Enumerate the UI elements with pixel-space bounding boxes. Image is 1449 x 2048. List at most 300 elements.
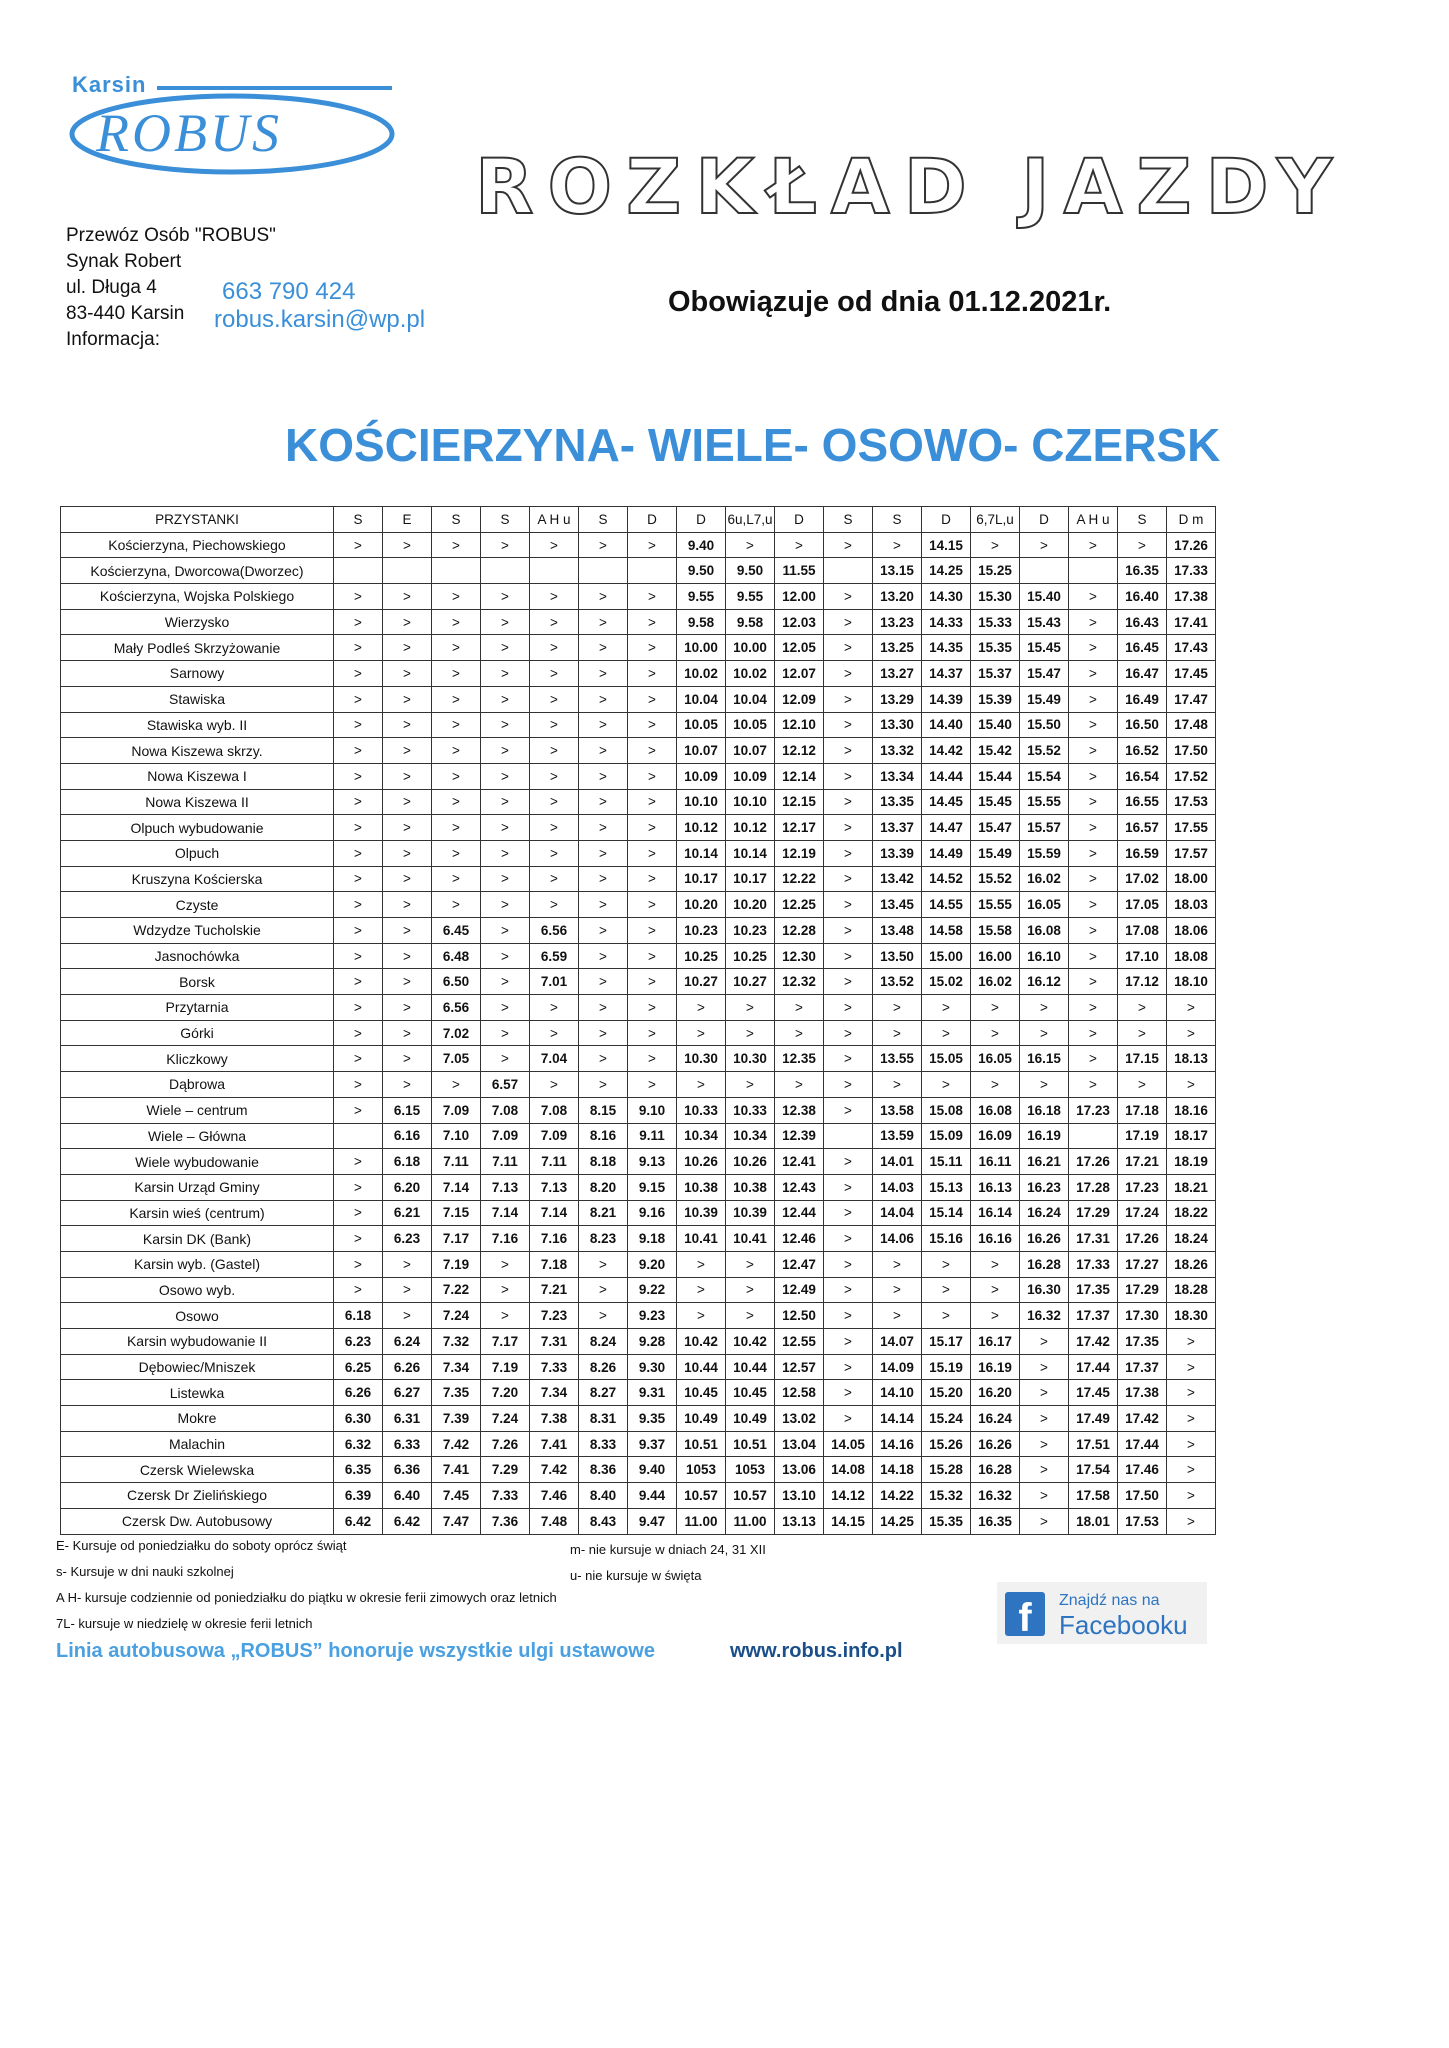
departure-time: > xyxy=(1069,969,1118,995)
departure-time: 15.08 xyxy=(922,1097,971,1123)
departure-time: 15.44 xyxy=(971,763,1020,789)
departure-time xyxy=(628,558,677,584)
departure-time: > xyxy=(873,1251,922,1277)
departure-time: 7.36 xyxy=(481,1508,530,1534)
departure-time: 10.09 xyxy=(677,763,726,789)
departure-time: > xyxy=(775,1072,824,1098)
departure-time: 10.25 xyxy=(677,943,726,969)
departure-time: > xyxy=(1118,995,1167,1021)
departure-time: > xyxy=(824,763,873,789)
departure-time: 8.15 xyxy=(579,1097,628,1123)
departure-time: 15.11 xyxy=(922,1149,971,1175)
note-m: m- nie kursuje w dniach 24, 31 XII xyxy=(570,1542,766,1557)
departure-time: 13.20 xyxy=(873,584,922,610)
departure-time: > xyxy=(824,840,873,866)
departure-time: > xyxy=(1167,1354,1216,1380)
departure-time: 14.47 xyxy=(922,815,971,841)
departure-time: > xyxy=(726,1020,775,1046)
departure-time: 13.42 xyxy=(873,866,922,892)
departure-time: > xyxy=(383,789,432,815)
departure-time: > xyxy=(1069,532,1118,558)
departure-time: > xyxy=(383,1251,432,1277)
facebook-badge[interactable] xyxy=(997,1582,1207,1644)
departure-time: 9.35 xyxy=(628,1406,677,1432)
departure-time: 15.43 xyxy=(1020,609,1069,635)
departure-time: > xyxy=(383,635,432,661)
departure-time: > xyxy=(1069,815,1118,841)
departure-time: > xyxy=(579,1072,628,1098)
departure-time: 12.19 xyxy=(775,840,824,866)
departure-time xyxy=(334,558,383,584)
departure-time: 9.55 xyxy=(677,584,726,610)
stop-name: Nowa Kiszewa II xyxy=(61,789,334,815)
departure-time: > xyxy=(1069,1046,1118,1072)
departure-time: 10.57 xyxy=(726,1483,775,1509)
table-row xyxy=(61,1277,1216,1303)
departure-time: 8.43 xyxy=(579,1508,628,1534)
departure-time: 16.20 xyxy=(971,1380,1020,1406)
departure-time: 13.06 xyxy=(775,1457,824,1483)
departure-time: 15.16 xyxy=(922,1226,971,1252)
table-row xyxy=(61,969,1216,995)
departure-time: > xyxy=(334,1149,383,1175)
departure-time: 10.20 xyxy=(726,892,775,918)
departure-time: > xyxy=(628,661,677,687)
departure-time: 6.42 xyxy=(383,1508,432,1534)
departure-time: 7.31 xyxy=(530,1329,579,1355)
departure-time: > xyxy=(334,1277,383,1303)
stop-name: Osowo xyxy=(61,1303,334,1329)
departure-time: > xyxy=(481,609,530,635)
stop-name: Przytarnia xyxy=(61,995,334,1021)
table-row xyxy=(61,584,1216,610)
departure-time: > xyxy=(579,1277,628,1303)
stop-name: Kościerzyna, Wojska Polskiego xyxy=(61,584,334,610)
departure-time: > xyxy=(481,995,530,1021)
departure-time: 8.24 xyxy=(579,1329,628,1355)
departure-time: 10.17 xyxy=(677,866,726,892)
departure-time: 15.19 xyxy=(922,1354,971,1380)
departure-time: > xyxy=(1020,1380,1069,1406)
departure-time: > xyxy=(726,1251,775,1277)
departure-time: > xyxy=(334,1200,383,1226)
departure-time: > xyxy=(1020,1406,1069,1432)
departure-time: 18.08 xyxy=(1167,943,1216,969)
departure-time: 12.47 xyxy=(775,1251,824,1277)
departure-time: 16.14 xyxy=(971,1200,1020,1226)
departure-time: 14.45 xyxy=(922,789,971,815)
departure-time: 6.32 xyxy=(334,1431,383,1457)
departure-time: 15.02 xyxy=(922,969,971,995)
departure-time: > xyxy=(481,661,530,687)
departure-time: > xyxy=(824,1277,873,1303)
departure-time: > xyxy=(922,1072,971,1098)
departure-time: > xyxy=(383,1046,432,1072)
departure-time: 6.45 xyxy=(432,918,481,944)
departure-time: 16.49 xyxy=(1118,686,1167,712)
table-row xyxy=(61,1483,1216,1509)
departure-time: > xyxy=(383,866,432,892)
departure-time: 10.51 xyxy=(677,1431,726,1457)
departure-time: 16.23 xyxy=(1020,1174,1069,1200)
departure-time: 6.56 xyxy=(530,918,579,944)
departure-time: > xyxy=(628,995,677,1021)
departure-time: 17.50 xyxy=(1167,738,1216,764)
departure-time: > xyxy=(971,1072,1020,1098)
departure-time: 10.05 xyxy=(677,712,726,738)
departure-time: 13.59 xyxy=(873,1123,922,1149)
departure-time: 10.34 xyxy=(726,1123,775,1149)
departure-time: 10.38 xyxy=(726,1174,775,1200)
departure-time: 6.33 xyxy=(383,1431,432,1457)
departure-time: 6.57 xyxy=(481,1072,530,1098)
departure-time: > xyxy=(677,1303,726,1329)
departure-time: 16.32 xyxy=(1020,1303,1069,1329)
departure-time: 16.35 xyxy=(1118,558,1167,584)
departure-time: 17.29 xyxy=(1118,1277,1167,1303)
departure-time: > xyxy=(824,609,873,635)
departure-time: 10.39 xyxy=(677,1200,726,1226)
departure-time: 15.00 xyxy=(922,943,971,969)
departure-time: 6.36 xyxy=(383,1457,432,1483)
departure-time: > xyxy=(824,712,873,738)
departure-time: 16.15 xyxy=(1020,1046,1069,1072)
departure-time: 17.49 xyxy=(1069,1406,1118,1432)
departure-time: 7.01 xyxy=(530,969,579,995)
departure-time: 15.14 xyxy=(922,1200,971,1226)
departure-time: > xyxy=(1069,763,1118,789)
departure-time: 18.19 xyxy=(1167,1149,1216,1175)
stop-name: Olpuch wybudowanie xyxy=(61,815,334,841)
departure-time: 16.24 xyxy=(971,1406,1020,1432)
website-link[interactable]: www.robus.info.pl xyxy=(730,1640,903,1662)
departure-time: 7.17 xyxy=(432,1226,481,1252)
departure-time: 17.23 xyxy=(1069,1097,1118,1123)
departure-time: 16.16 xyxy=(971,1226,1020,1252)
robus-logo xyxy=(62,70,402,190)
departure-time: 7.46 xyxy=(530,1483,579,1509)
departure-time: 17.35 xyxy=(1069,1277,1118,1303)
departure-time: > xyxy=(579,789,628,815)
note-ah: A H- kursuje codziennie od poniedziałku do piątku w okresie ferii zimowych oraz letnich xyxy=(56,1590,557,1605)
departure-time: 16.17 xyxy=(971,1329,1020,1355)
departure-time: > xyxy=(824,918,873,944)
departure-time: 10.57 xyxy=(677,1483,726,1509)
departure-time: 16.28 xyxy=(1020,1251,1069,1277)
stop-name: Karsin wybudowanie II xyxy=(61,1329,334,1355)
departure-time: 10.23 xyxy=(726,918,775,944)
departure-time xyxy=(530,558,579,584)
departure-time: 17.23 xyxy=(1118,1174,1167,1200)
stop-name: Karsin DK (Bank) xyxy=(61,1226,334,1252)
departure-time: > xyxy=(383,609,432,635)
departure-time: 17.55 xyxy=(1167,815,1216,841)
departure-time: > xyxy=(334,1046,383,1072)
departure-time: 6.24 xyxy=(383,1329,432,1355)
departure-time: 7.32 xyxy=(432,1329,481,1355)
departure-time: > xyxy=(579,712,628,738)
departure-time: 15.58 xyxy=(971,918,1020,944)
stop-name: Sarnowy xyxy=(61,661,334,687)
departure-time: > xyxy=(873,1303,922,1329)
departure-time: > xyxy=(824,532,873,558)
departure-time: 7.02 xyxy=(432,1020,481,1046)
departure-time: 17.38 xyxy=(1167,584,1216,610)
departure-time: 6.16 xyxy=(383,1123,432,1149)
departure-time: 17.57 xyxy=(1167,840,1216,866)
departure-time: > xyxy=(530,763,579,789)
departure-time xyxy=(824,558,873,584)
departure-time: 14.03 xyxy=(873,1174,922,1200)
departure-time: 16.12 xyxy=(1020,969,1069,995)
departure-time: > xyxy=(383,943,432,969)
departure-time: 10.26 xyxy=(677,1149,726,1175)
table-row xyxy=(61,1431,1216,1457)
departure-time: 12.57 xyxy=(775,1354,824,1380)
stop-name: Czersk Wielewska xyxy=(61,1457,334,1483)
column-header: A H u xyxy=(530,507,579,533)
email-address: robus.karsin@wp.pl xyxy=(214,306,426,333)
departure-time: > xyxy=(334,738,383,764)
departure-time: 15.49 xyxy=(971,840,1020,866)
departure-time: > xyxy=(824,1303,873,1329)
departure-time: 8.40 xyxy=(579,1483,628,1509)
departure-time: > xyxy=(579,840,628,866)
departure-time: 14.15 xyxy=(922,532,971,558)
departure-time: 16.50 xyxy=(1118,712,1167,738)
departure-time: > xyxy=(579,609,628,635)
departure-time: 6.59 xyxy=(530,943,579,969)
departure-time: > xyxy=(824,635,873,661)
facebook-line2: Facebooku xyxy=(1059,1610,1188,1640)
departure-time: > xyxy=(530,609,579,635)
departure-time: 15.26 xyxy=(922,1431,971,1457)
departure-time: > xyxy=(1069,1020,1118,1046)
departure-time: > xyxy=(579,1020,628,1046)
departure-time: > xyxy=(1020,532,1069,558)
departure-time: > xyxy=(334,789,383,815)
departure-time: 12.14 xyxy=(775,763,824,789)
departure-time: 13.04 xyxy=(775,1431,824,1457)
departure-time: 14.55 xyxy=(922,892,971,918)
departure-time: 15.47 xyxy=(971,815,1020,841)
departure-time: 17.33 xyxy=(1069,1251,1118,1277)
departure-time: 8.26 xyxy=(579,1354,628,1380)
departure-time: > xyxy=(481,815,530,841)
column-header: S xyxy=(481,507,530,533)
departure-time: 10.42 xyxy=(726,1329,775,1355)
departure-time: 15.47 xyxy=(1020,661,1069,687)
departure-time: > xyxy=(1167,1020,1216,1046)
departure-time: 13.35 xyxy=(873,789,922,815)
departure-time: 13.48 xyxy=(873,918,922,944)
departure-time: 15.32 xyxy=(922,1483,971,1509)
departure-time: 9.11 xyxy=(628,1123,677,1149)
departure-time: 12.25 xyxy=(775,892,824,918)
departure-time: 16.02 xyxy=(1020,866,1069,892)
table-row xyxy=(61,1097,1216,1123)
departure-time: > xyxy=(628,686,677,712)
departure-time: > xyxy=(383,840,432,866)
departure-time: 17.42 xyxy=(1069,1329,1118,1355)
departure-time: > xyxy=(383,918,432,944)
departure-time: 17.44 xyxy=(1069,1354,1118,1380)
table-row xyxy=(61,1020,1216,1046)
departure-time: 8.21 xyxy=(579,1200,628,1226)
departure-time: 16.11 xyxy=(971,1149,1020,1175)
departure-time: 7.26 xyxy=(481,1431,530,1457)
departure-time: 8.18 xyxy=(579,1149,628,1175)
departure-time: 10.02 xyxy=(677,661,726,687)
address-line: Synak Robert xyxy=(66,251,182,272)
departure-time: > xyxy=(334,661,383,687)
departure-time: 9.23 xyxy=(628,1303,677,1329)
departure-time: 12.35 xyxy=(775,1046,824,1072)
departure-time: 12.32 xyxy=(775,969,824,995)
stop-name: Dębowiec/Mniszek xyxy=(61,1354,334,1380)
departure-time: > xyxy=(579,1303,628,1329)
departure-time: 17.28 xyxy=(1069,1174,1118,1200)
departure-time: > xyxy=(824,1072,873,1098)
departure-time: 7.08 xyxy=(530,1097,579,1123)
departure-time: 7.13 xyxy=(530,1174,579,1200)
departure-time: 6.48 xyxy=(432,943,481,969)
departure-time: 8.20 xyxy=(579,1174,628,1200)
departure-time: 14.35 xyxy=(922,635,971,661)
departure-time: 14.42 xyxy=(922,738,971,764)
departure-time: 16.19 xyxy=(971,1354,1020,1380)
departure-time: > xyxy=(1069,686,1118,712)
departure-time: 16.28 xyxy=(971,1457,1020,1483)
column-header-stops: PRZYSTANKI xyxy=(61,507,334,533)
departure-time: > xyxy=(481,532,530,558)
table-row xyxy=(61,892,1216,918)
departure-time: 17.18 xyxy=(1118,1097,1167,1123)
departure-time: > xyxy=(971,1303,1020,1329)
departure-time: > xyxy=(1118,1072,1167,1098)
departure-time: > xyxy=(481,840,530,866)
departure-time: 1053 xyxy=(726,1457,775,1483)
departure-time: 10.33 xyxy=(677,1097,726,1123)
departure-time: 6.20 xyxy=(383,1174,432,1200)
logo-robus-text: ROBUS xyxy=(96,103,282,163)
stop-name: Czersk Dr Zielińskiego xyxy=(61,1483,334,1509)
departure-time: 10.14 xyxy=(677,840,726,866)
departure-time: 10.20 xyxy=(677,892,726,918)
departure-time: 7.13 xyxy=(481,1174,530,1200)
departure-time: 10.49 xyxy=(677,1406,726,1432)
departure-time: 17.58 xyxy=(1069,1483,1118,1509)
departure-time: > xyxy=(579,635,628,661)
departure-time: > xyxy=(334,609,383,635)
departure-time: > xyxy=(1069,712,1118,738)
departure-time: > xyxy=(628,635,677,661)
departure-time: 9.55 xyxy=(726,584,775,610)
departure-time: 12.58 xyxy=(775,1380,824,1406)
departure-time: 10.38 xyxy=(677,1174,726,1200)
departure-time: 10.30 xyxy=(677,1046,726,1072)
departure-time: 18.03 xyxy=(1167,892,1216,918)
departure-time: 9.13 xyxy=(628,1149,677,1175)
departure-time: 9.30 xyxy=(628,1354,677,1380)
departure-time: 7.29 xyxy=(481,1457,530,1483)
departure-time: > xyxy=(775,1020,824,1046)
departure-time: 17.41 xyxy=(1167,609,1216,635)
departure-time: > xyxy=(824,1174,873,1200)
departure-time: 6.42 xyxy=(334,1508,383,1534)
note-s: s- Kursuje w dni nauki szkolnej xyxy=(56,1564,234,1579)
departure-time: 18.16 xyxy=(1167,1097,1216,1123)
departure-time: 10.04 xyxy=(726,686,775,712)
departure-time: 16.02 xyxy=(971,969,1020,995)
departure-time: 7.19 xyxy=(481,1354,530,1380)
departure-time: > xyxy=(1167,1508,1216,1534)
departure-time: 8.33 xyxy=(579,1431,628,1457)
departure-time: 17.24 xyxy=(1118,1200,1167,1226)
departure-time: > xyxy=(432,892,481,918)
departure-time: > xyxy=(824,1149,873,1175)
departure-time: 6.26 xyxy=(334,1380,383,1406)
departure-time: 7.41 xyxy=(530,1431,579,1457)
departure-time: > xyxy=(922,1303,971,1329)
departure-time: > xyxy=(481,969,530,995)
column-header: D xyxy=(677,507,726,533)
departure-time: 18.22 xyxy=(1167,1200,1216,1226)
departure-time: 16.43 xyxy=(1118,609,1167,635)
table-row xyxy=(61,1251,1216,1277)
departure-time: 11.00 xyxy=(726,1508,775,1534)
stop-name: Mały Podleś Skrzyżowanie xyxy=(61,635,334,661)
departure-time: 17.26 xyxy=(1118,1226,1167,1252)
departure-time: 13.29 xyxy=(873,686,922,712)
departure-time: 10.05 xyxy=(726,712,775,738)
departure-time: > xyxy=(824,1354,873,1380)
departure-time: > xyxy=(530,1020,579,1046)
table-row xyxy=(61,943,1216,969)
departure-time: > xyxy=(334,943,383,969)
departure-time: 14.33 xyxy=(922,609,971,635)
departure-time: 14.30 xyxy=(922,584,971,610)
column-header: S xyxy=(334,507,383,533)
departure-time: 13.34 xyxy=(873,763,922,789)
departure-time: 6.25 xyxy=(334,1354,383,1380)
stop-name: Czyste xyxy=(61,892,334,918)
departure-time: > xyxy=(432,763,481,789)
departure-time: > xyxy=(432,584,481,610)
departure-time: 7.39 xyxy=(432,1406,481,1432)
departure-time: 15.25 xyxy=(971,558,1020,584)
departure-time: 12.09 xyxy=(775,686,824,712)
departure-time: 15.45 xyxy=(1020,635,1069,661)
departure-time: 9.50 xyxy=(677,558,726,584)
departure-time: 14.08 xyxy=(824,1457,873,1483)
table-row xyxy=(61,1174,1216,1200)
departure-time: 15.35 xyxy=(971,635,1020,661)
departure-time: 13.25 xyxy=(873,635,922,661)
departure-time: > xyxy=(579,815,628,841)
facebook-line1: Znajdź nas na xyxy=(1059,1592,1160,1609)
departure-time: > xyxy=(628,584,677,610)
departure-time: 7.16 xyxy=(530,1226,579,1252)
departure-time: > xyxy=(922,1277,971,1303)
departure-time: 7.09 xyxy=(530,1123,579,1149)
phone-number: 663 790 424 xyxy=(222,278,356,305)
departure-time: > xyxy=(628,1020,677,1046)
table-header-row xyxy=(61,507,1216,533)
departure-time: 15.30 xyxy=(971,584,1020,610)
departure-time: 6.50 xyxy=(432,969,481,995)
departure-time: > xyxy=(1167,1431,1216,1457)
